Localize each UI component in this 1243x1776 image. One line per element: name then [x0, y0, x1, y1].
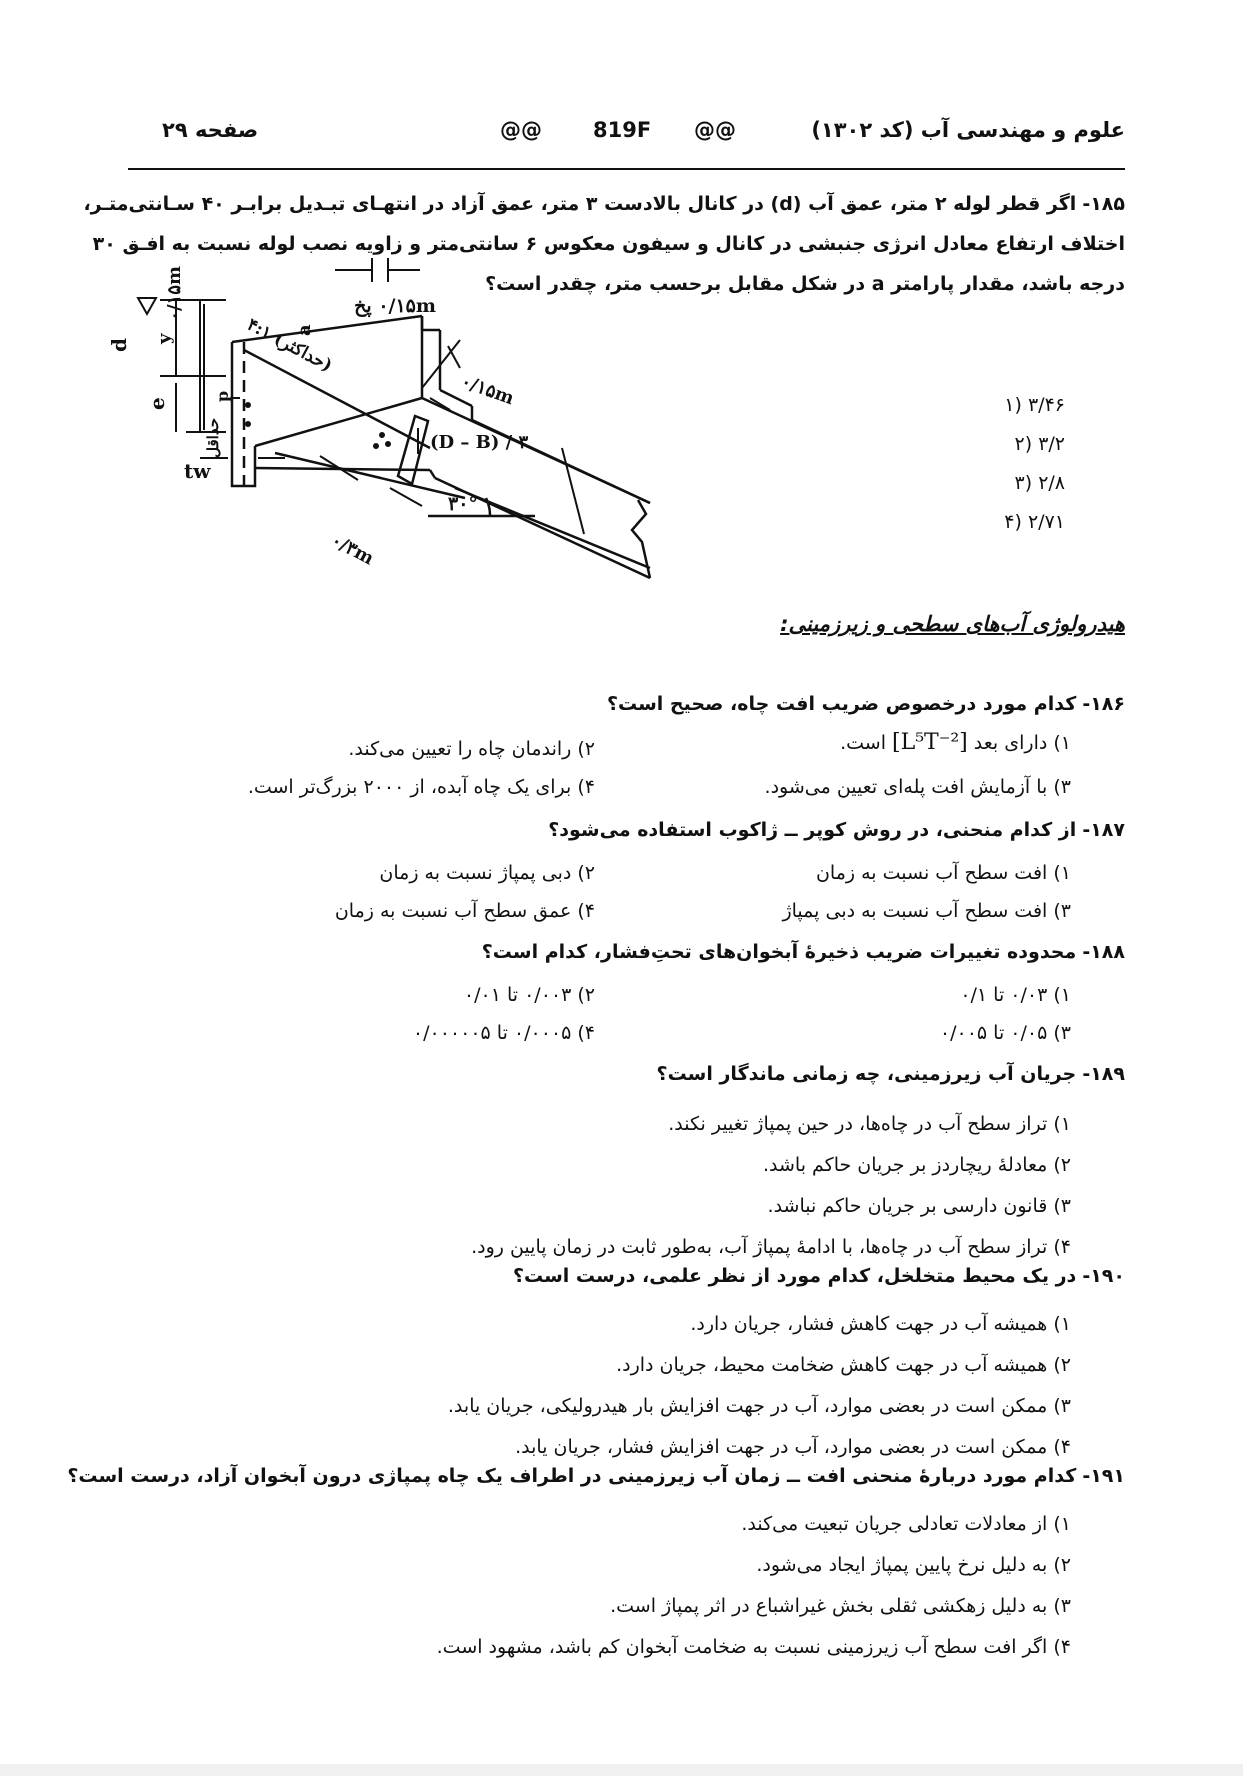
option-1[interactable]: ۳/۴۶ (۱ — [1004, 394, 1065, 416]
label-slope: ۴:۱ (حداکثر) — [243, 314, 336, 377]
label-d-minus-b: (D – B) / ۳ — [430, 432, 529, 453]
label-e: e — [145, 397, 169, 410]
question-191 — [67, 1456, 1125, 1496]
question-188 — [482, 932, 1125, 972]
label-chamfer: ۰/۱۵m پخ — [354, 295, 436, 317]
q189-options — [471, 1104, 1071, 1268]
section-title: هیدرولوژی آب‌های سطحی و زیرزمینی: — [780, 612, 1125, 636]
question-text: محدوده تغییرات ضریب ذخیرهٔ آبخوان‌های تحتِ‌فشار، کدام است؟ — [481, 941, 1077, 963]
question-text: در یک محیط متخلخل، کدام مورد از نظر علمی، درست است؟ — [512, 1265, 1077, 1287]
option-3[interactable]: ۲/۸ (۳ — [1014, 472, 1065, 494]
question-number: ۱۸۹- — [1082, 1063, 1125, 1085]
page-bottom-band — [0, 1764, 1243, 1776]
q185-options — [915, 386, 1065, 542]
question-text-line: اختلاف ارتفاع معادل انرژی جنبشی در کانال و سیفون معکوس ۶ سانتی‌متر و زاویه نصب لوله نسبت به افـق ۳۰ — [92, 233, 1125, 255]
dimension-formula: [L⁵T⁻²] — [892, 730, 968, 755]
header-divider — [128, 168, 1125, 170]
option-1[interactable]: ۱) تراز سطح آب در چاه‌ها، در حین پمپاژ تغییر نکند. — [668, 1113, 1071, 1135]
option-4[interactable]: ۴) تراز سطح آب در چاه‌ها، با ادامهٔ پمپاژ آب، به‌طور ثابت در زمان پایین رود. — [471, 1236, 1071, 1258]
option-1[interactable]: ۱) از معادلات تعادلی جریان تبعیت می‌کند. — [741, 1513, 1071, 1535]
option-4[interactable]: ۴) اگر افت سطح آب زیرزمینی نسبت به ضخامت آبخوان کم باشد، مشهود است. — [436, 1636, 1071, 1658]
option-4[interactable]: ۴) ممکن است در بعضی موارد، آب در جهت افزایش فشار، جریان یابد. — [515, 1436, 1071, 1458]
option-4[interactable]: ۴) عمق سطح آب نسبت به زمان — [334, 900, 595, 922]
question-number: ۱۹۰- — [1082, 1265, 1125, 1287]
question-number: ۱۸۶- — [1082, 693, 1125, 715]
booklet-code: 819F — [593, 118, 652, 142]
question-190 — [513, 1256, 1125, 1296]
exam-title: علوم و مهندسی آب (کد ۱۳۰۲) — [811, 118, 1125, 142]
label-a: a — [294, 324, 315, 336]
option-2[interactable]: ۳/۲ (۲ — [1014, 433, 1065, 455]
question-text-line: درجه باشد، مقدار پارامتر a در شکل مقابل برحسب متر، چقدر است؟ — [485, 273, 1125, 295]
label-min: حداقل — [204, 418, 222, 458]
option-3[interactable]: ۳) ۰/۰۵ تا ۰/۰۰۵ — [939, 1022, 1071, 1044]
header-mark-left: @@ — [500, 118, 542, 142]
question-number: ۱۸۵- — [1082, 193, 1125, 215]
option-4[interactable]: ۴) برای یک چاه آبده، از ۲۰۰۰ بزرگ‌تر است. — [247, 776, 595, 798]
option-2[interactable]: ۲) دبی پمپاژ نسبت به زمان — [379, 862, 595, 884]
label-y: y — [154, 333, 175, 344]
page-number: صفحه ۲۹ — [162, 118, 259, 142]
option-3[interactable]: ۳) با آزمایش افت پله‌ای تعیین می‌شود. — [764, 776, 1071, 798]
slope-line — [244, 350, 430, 448]
option-2[interactable]: ۲) به دلیل نرخ پایین پمپاژ ایجاد می‌شود. — [756, 1554, 1071, 1576]
question-186 — [607, 684, 1125, 724]
question-number: ۱۹۱- — [1082, 1465, 1125, 1487]
header-mark-right: @@ — [694, 118, 736, 142]
option-3[interactable]: ۳) افت سطح آب نسبت به دبی پمپاژ — [782, 900, 1071, 922]
question-text: کدام مورد درخصوص ضریب افت چاه، صحیح است؟ — [606, 693, 1077, 715]
label-03: ۰/۳m — [327, 529, 378, 570]
label-30-deg: ۳۰° — [448, 493, 478, 515]
option-2[interactable]: ۲) راندمان چاه را تعیین می‌کند. — [348, 738, 595, 760]
option-2[interactable]: ۲) ۰/۰۰۳ تا ۰/۰۱ — [463, 984, 595, 1006]
option-4[interactable]: ۴) ۰/۰۰۰۵ تا ۰/۰۰۰۰۰۵ — [412, 1022, 595, 1044]
option-1[interactable] — [840, 730, 1071, 755]
option-3[interactable]: ۳) به دلیل زهکشی ثقلی بخش غیراشباع در اثر پمپاژ است. — [610, 1595, 1071, 1617]
option-3[interactable]: ۳) قانون دارسی بر جریان حاکم نباشد. — [767, 1195, 1071, 1217]
question-text: از کدام منحنی، در روش کوپر ــ ژاکوب استفاده می‌شود؟ — [548, 819, 1077, 841]
label-015-right: ۰/۱۵m — [458, 370, 517, 410]
q190-options — [448, 1304, 1071, 1468]
option-4[interactable]: ۲/۷۱ (۴ — [1004, 511, 1065, 533]
option-1[interactable]: ۱) همیشه آب در جهت کاهش فشار، جریان دارد. — [690, 1313, 1071, 1335]
q191-options — [437, 1504, 1071, 1668]
question-text: جریان آب زیرزمینی، چه زمانی ماندگار است؟ — [656, 1063, 1077, 1085]
siphon-inlet-figure — [107, 248, 690, 598]
question-text: کدام مورد دربارهٔ منحنی افت ــ زمان آب زیرزمینی در اطراف یک چاه پمپاژی درون آبخوان آزاد، درست است؟ — [67, 1465, 1077, 1487]
question-text-line: اگر قطر لوله ۲ متر، عمق آب (d) در کانال بالادست ۳ متر، عمق آزاد در انتهـای تبـدیل برابـر ۴۰ سـانتی‌متـر، — [83, 193, 1077, 215]
option-2[interactable]: ۲) همیشه آب در جهت کاهش ضخامت محیط، جریان دارد. — [616, 1354, 1071, 1376]
option-1[interactable]: ۱) افت سطح آب نسبت به زمان — [815, 862, 1071, 884]
label-top-015: ۰/۱۵m — [164, 266, 185, 321]
option-1[interactable]: ۱) ۰/۰۳ تا ۰/۱ — [960, 984, 1071, 1006]
question-number: ۱۸۷- — [1082, 819, 1125, 841]
option-2[interactable]: ۲) معادلهٔ ریچاردز بر جریان حاکم باشد. — [762, 1154, 1071, 1176]
option-suffix: است. — [840, 732, 886, 754]
label-p: p — [213, 390, 232, 402]
question-187 — [548, 810, 1125, 850]
label-tw: tw — [184, 459, 211, 483]
label-d: d — [107, 338, 131, 352]
question-number: ۱۸۸- — [1082, 941, 1125, 963]
question-189 — [657, 1054, 1125, 1094]
option-prefix: ۱) دارای بعد — [973, 732, 1071, 754]
option-3[interactable]: ۳) ممکن است در بعضی موارد، آب در جهت افزایش بار هیدرولیکی، جریان یابد. — [447, 1395, 1071, 1417]
